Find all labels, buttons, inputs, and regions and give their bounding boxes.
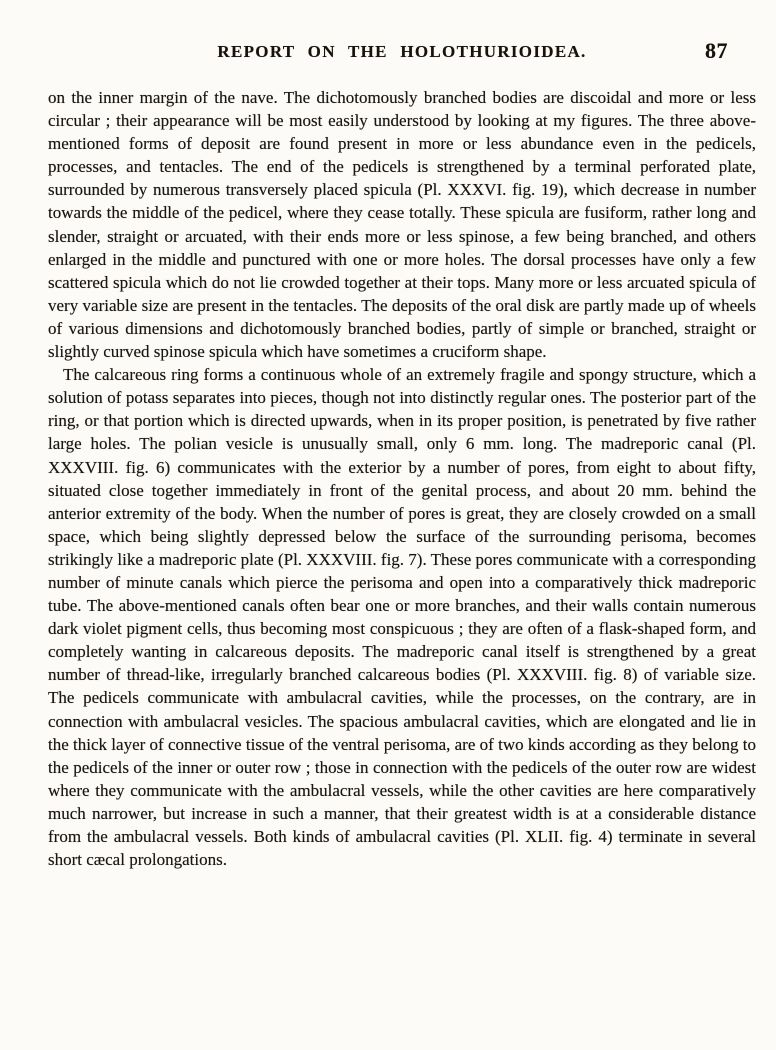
running-title: REPORT ON THE HOLOTHURIOIDEA. (217, 42, 587, 61)
paragraph-calcareous-ring: The calcareous ring forms a continuous whole of an extremely fragile and spongy structure, which a solution of potass separates into pieces, though not into distinctly regular ones. The posterior part of the ring, or that portion which is directed upwards, when in its proper position, is penetrated by five rather large holes. The polian vesicle is unusually small, only 6 mm. long. The madreporic canal (Pl. XXXVIII. fig. 6) communicates with the exterior by a number of pores, from eight to about fifty, situated close together immediately in front of the genital process, and about 20 mm. behind the anterior extremity of the body. When the number of pores is great, they are closely crowded on a small space, which being slightly depressed below the surface of the surrounding perisoma, becomes strikingly like a madreporic plate (Pl. XXXVIII. fig. 7). These pores communicate with a corresponding number of minute canals which pierce the perisoma and open into a comparatively thick madreporic tube. The above-mentioned canals often bear one or more branches, and their walls contain numerous dark violet pigment cells, thus becoming most conspicuous ; they are often of a flask-shaped form, and completely wanting in calcareous deposits. The madreporic canal itself is strengthened by a great number of thread-like, irregularly branched calcareous bodies (Pl. XXXVIII. fig. 8) of variable size. The pedicels communicate with ambulacral cavities, while the processes, on the contrary, are in connection with ambulacral vesicles. The spacious ambulacral cavities, which are elongated and lie in the thick layer of connective tissue of the ventral perisoma, are of two kinds according as they belong to the pedicels of the inner or outer row ; those in connection with the pedicels of the outer row are widest where they communicate with the ambulacral vessels, while the other cavities are here comparatively much narrower, but increase in such a manner, that their greatest width is at a considerable distance from the ambulacral vessels. Both kinds of ambulacral cavities (Pl. XLII. fig. 4) terminate in several short cæcal prolongations. (48, 365, 756, 870)
page-number: 87 (705, 38, 728, 63)
paragraph-continuation: on the inner margin of the nave. The dichotomously branched bodies are discoidal and more or less circular ; their appearance will be most easily understood by looking at my figures. The three above-mentioned forms of deposit are found present in more or less abundance even in the pedicels, processes, and tentacles. The end of the pedicels is strengthened by a terminal perforated plate, surrounded by numerous transversely placed spicula (Pl. XXXVI. fig. 19), which decrease in number towards the middle of the pedicel, where they cease totally. These spicula are fusiform, rather long and slender, straight or arcuated, with their ends more or less spinose, a few being branched, and others enlarged in the middle and punctured with one or more holes. The dorsal processes have only a few scattered spicula which do not lie crowded together at their tops. Many more or less arcuated spicula of very variable size are present in the tentacles. The deposits of the oral disk are partly made up of wheels of various dimensions and dichotomously branched bodies, partly of simple or branched, straight or slightly curved spinose spicula which have sometimes a cruciform shape. (48, 88, 756, 362)
page-body (48, 86, 756, 871)
page-header (48, 38, 756, 66)
